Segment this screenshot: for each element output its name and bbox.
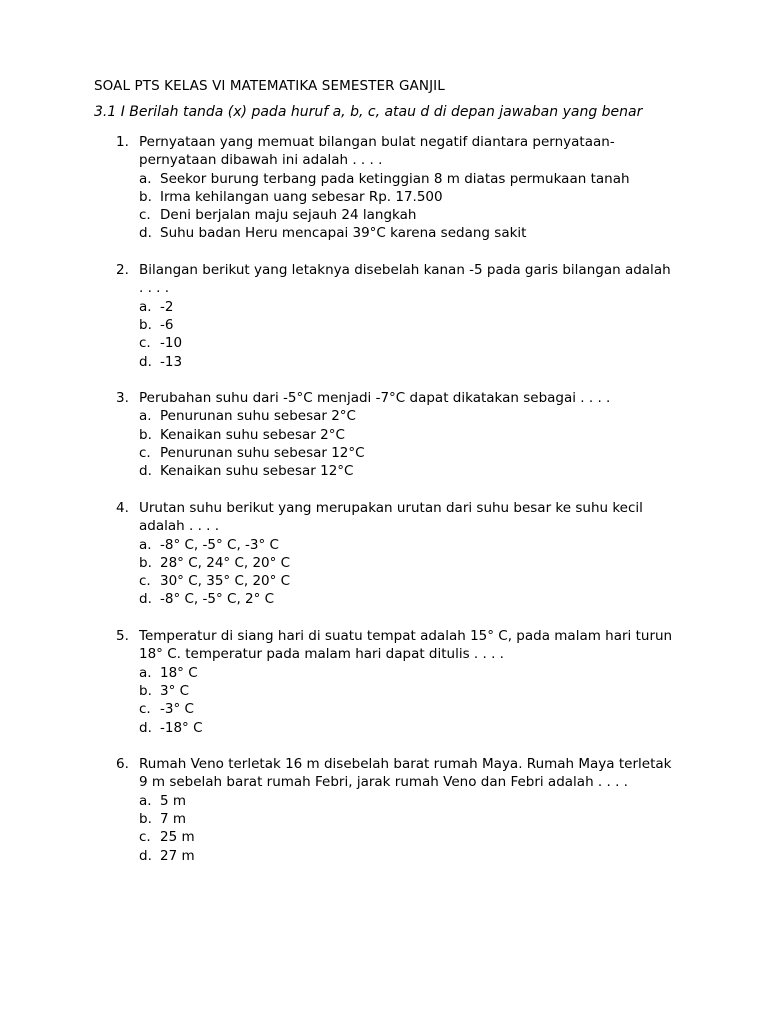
option-letter: b. xyxy=(139,316,152,333)
option-text: -10 xyxy=(160,335,183,352)
option-c xyxy=(139,828,676,846)
option-text: 7 m xyxy=(160,810,187,827)
question-6 xyxy=(116,755,676,865)
question-number: 1. xyxy=(116,134,129,150)
option-letter: c. xyxy=(139,335,151,352)
question-2 xyxy=(116,261,676,371)
option-text: -13 xyxy=(160,353,183,370)
option-letter: b. xyxy=(139,426,152,443)
option-list xyxy=(116,170,676,243)
option-d xyxy=(139,462,676,480)
option-letter: c. xyxy=(139,701,151,718)
option-letter: a. xyxy=(139,664,152,681)
option-list xyxy=(116,536,676,609)
option-text: -3° C xyxy=(160,701,194,718)
option-c xyxy=(139,700,676,718)
question-number: 5. xyxy=(116,628,129,645)
option-text: 25 m xyxy=(160,829,195,846)
option-b xyxy=(139,810,676,828)
option-d xyxy=(139,224,676,242)
question-4 xyxy=(116,499,676,609)
option-letter: d. xyxy=(139,225,152,242)
question-text: Bilangan berikut yang letaknya disebelah kanan -5 pada garis bilangan adalah . . . . xyxy=(139,262,671,297)
option-c xyxy=(139,206,676,224)
option-a xyxy=(139,792,676,810)
option-text: Seekor burung terbang pada ketinggian 8 m diatas permukaan tanah xyxy=(160,170,630,187)
option-text: Penurunan suhu sebesar 2°C xyxy=(160,408,356,425)
option-letter: b. xyxy=(139,810,152,827)
option-letter: a. xyxy=(139,536,152,553)
option-letter: d. xyxy=(139,847,152,864)
option-letter: c. xyxy=(139,573,151,590)
option-text: Deni berjalan maju sejauh 24 langkah xyxy=(160,207,417,224)
option-letter: c. xyxy=(139,207,151,224)
option-a xyxy=(139,407,676,425)
option-d xyxy=(139,847,676,865)
document-title: SOAL PTS KELAS VI MATEMATIKA SEMESTER GANJIL xyxy=(94,78,445,94)
option-letter: a. xyxy=(139,298,152,315)
option-text: 18° C xyxy=(160,664,198,681)
option-c xyxy=(139,572,676,590)
option-letter: d. xyxy=(139,353,152,370)
option-text: Irma kehilangan uang sebesar Rp. 17.500 xyxy=(160,188,443,205)
option-text: 30° C, 35° C, 20° C xyxy=(160,573,291,590)
option-d xyxy=(139,719,676,737)
option-letter: d. xyxy=(139,591,152,608)
option-b xyxy=(139,554,676,572)
question-list xyxy=(116,133,676,883)
option-text: Kenaikan suhu sebesar 12°C xyxy=(160,463,354,480)
option-list xyxy=(116,298,676,371)
option-letter: b. xyxy=(139,188,152,205)
option-b xyxy=(139,426,676,444)
question-3 xyxy=(116,389,676,480)
option-letter: a. xyxy=(139,170,152,187)
instruction-text: 3.1 I Berilah tanda (x) pada huruf a, b, c, atau d di depan jawaban yang benar xyxy=(94,104,643,120)
option-text: 28° C, 24° C, 20° C xyxy=(160,554,291,571)
option-letter: b. xyxy=(139,554,152,571)
option-b xyxy=(139,682,676,700)
question-number: 6. xyxy=(116,756,129,773)
option-text: 5 m xyxy=(160,792,187,809)
option-a xyxy=(139,298,676,316)
option-text: 3° C xyxy=(160,682,190,699)
question-number: 4. xyxy=(116,499,129,516)
option-a xyxy=(139,664,676,682)
option-d xyxy=(139,353,676,371)
option-letter: b. xyxy=(139,682,152,699)
option-text: 27 m xyxy=(160,847,195,864)
option-letter: d. xyxy=(139,719,152,736)
question-text: Perubahan suhu dari -5°C menjadi -7°C dapat dikatakan sebagai . . . . xyxy=(139,390,611,407)
question-number: 3. xyxy=(116,390,129,407)
option-letter: c. xyxy=(139,445,151,462)
question-5 xyxy=(116,627,676,737)
option-letter: a. xyxy=(139,408,152,425)
option-text: -6 xyxy=(160,316,174,333)
option-text: Penurunan suhu sebesar 12°C xyxy=(160,445,365,462)
option-text: -18° C xyxy=(160,719,203,736)
question-text: Pernyataan yang memuat bilangan bulat negatif diantara pernyataan-pernyataan dibawah ini adalah . . . . xyxy=(139,134,615,169)
option-letter: a. xyxy=(139,792,152,809)
option-b xyxy=(139,316,676,334)
option-letter: c. xyxy=(139,829,151,846)
option-text: -8° C, -5° C, -3° C xyxy=(160,536,279,553)
option-a xyxy=(139,536,676,554)
option-a xyxy=(139,170,676,188)
option-text: Kenaikan suhu sebesar 2°C xyxy=(160,426,345,443)
option-c xyxy=(139,444,676,462)
option-list xyxy=(116,792,676,865)
option-list xyxy=(116,407,676,480)
option-text: -8° C, -5° C, 2° C xyxy=(160,591,275,608)
option-letter: d. xyxy=(139,463,152,480)
option-d xyxy=(139,590,676,608)
question-text: Urutan suhu berikut yang merupakan urutan dari suhu besar ke suhu kecil adalah . . . . xyxy=(139,499,643,535)
option-c xyxy=(139,334,676,352)
option-list xyxy=(116,664,676,737)
option-text: Suhu badan Heru mencapai 39°C karena sedang sakit xyxy=(160,225,527,242)
option-b xyxy=(139,188,676,206)
question-number: 2. xyxy=(116,262,129,279)
question-text: Rumah Veno terletak 16 m disebelah barat rumah Maya. Rumah Maya terletak 9 m sebelah barat rumah Febri, jarak rumah Veno dan Febri adalah . . . . xyxy=(139,756,672,791)
question-1 xyxy=(116,133,676,243)
question-text: Temperatur di siang hari di suatu tempat adalah 15° C, pada malam hari turun 18° C. temperatur pada malam hari dapat ditulis . . . . xyxy=(139,628,673,663)
option-text: -2 xyxy=(160,298,174,315)
